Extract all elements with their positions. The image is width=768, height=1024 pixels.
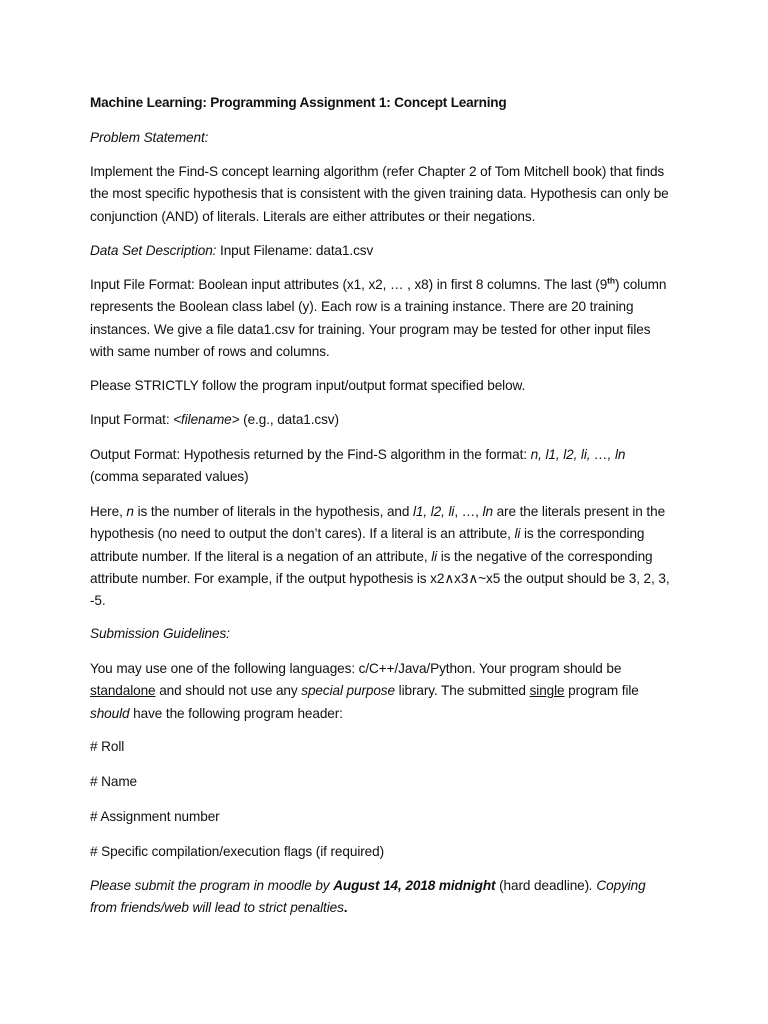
explanation-li-1: li	[514, 526, 521, 542]
deadline-text-2: (hard deadline)	[495, 878, 590, 893]
submission-text-5: have the following program header:	[129, 705, 343, 721]
explanation-literals: l1, l2, li	[413, 504, 455, 519]
header-line-roll: # Roll	[90, 739, 125, 754]
submission-text-2: and should not use any	[155, 683, 302, 699]
output-format-pattern: n, l1, l2, li, …, ln	[530, 447, 626, 462]
submission-special-purpose: special purpose	[301, 683, 395, 699]
output-format-label: Output Format: Hypothesis returned by the Find-S algorithm in the format:	[90, 447, 531, 462]
deadline-text-4: .	[343, 900, 348, 916]
dataset-description	[90, 240, 373, 262]
dataset-heading: Data Set Description:	[90, 243, 217, 258]
input-format-label: Input Format:	[90, 412, 174, 427]
input-file-format-part2: ) column represents the Boolean class label (y). Each row is a training instance. There are 20 training instances. We give a file data1.csv for training. Your program may be tested for other input files with same number of rows and columns.	[90, 277, 667, 359]
deadline-text-3: . Copying from friends/web will lead to strict penalties	[90, 878, 646, 916]
superscript-th: th	[607, 275, 615, 286]
submission-should: should	[90, 705, 130, 721]
explanation-ln: ln	[482, 504, 493, 519]
explanation-li-2: li	[431, 548, 438, 564]
explanation-text-5: is the corresponding attribute number. If the literal is a negation of an attribute,	[90, 526, 645, 564]
input-file-format	[90, 274, 668, 363]
output-format	[90, 444, 680, 489]
header-line-flags: # Specific compilation/execution flags (if required)	[90, 844, 385, 859]
explanation-text-2: is the number of literals in the hypothesis, and	[133, 504, 414, 519]
header-line-name: # Name	[90, 774, 137, 789]
input-file-format-part1: Input File Format: Boolean input attributes (x1, x2, … , x8) in first 8 columns. The last (9	[90, 277, 608, 292]
explanation-text-4: are the literals present in the hypothesis (no need to output the don’t cares). If a literal is an attribute,	[90, 504, 666, 542]
input-format-example: (e.g., data1.csv)	[239, 412, 339, 427]
deadline-text-1: Please submit the program in moodle by	[90, 878, 334, 893]
header-line-assignment-number: # Assignment number	[90, 809, 220, 824]
submission-text-4: program file	[564, 683, 639, 699]
explanation-text-3: , …,	[454, 504, 483, 519]
submission-heading: Submission Guidelines:	[90, 626, 230, 641]
document-title: Machine Learning: Programming Assignment 1: Concept Learning	[90, 95, 507, 110]
strict-note: Please STRICTLY follow the program input/output format specified below.	[90, 378, 526, 393]
deadline-paragraph	[90, 875, 670, 920]
dataset-value: Input Filename: data1.csv	[220, 243, 374, 258]
deadline-date: August 14, 2018 midnight	[333, 878, 496, 893]
problem-statement-heading: Problem Statement:	[90, 130, 209, 145]
input-format-placeholder: <filename>	[173, 412, 240, 427]
submission-single: single	[529, 683, 565, 699]
explanation-n: n	[126, 504, 134, 519]
output-format-suffix: (comma separated values)	[90, 469, 249, 485]
explanation-text-6: is the negative of the corresponding attribute number. For example, if the output hypothesis is x2∧x3∧~x5 the output should be 3, 2, 3, -5.	[90, 548, 670, 609]
explanation-paragraph	[90, 501, 680, 612]
submission-paragraph	[90, 658, 670, 725]
submission-text-1: You may use one of the following languages: c/C++/Java/Python. Your program should be	[90, 661, 622, 676]
input-format	[90, 409, 339, 431]
submission-text-3: library. The submitted	[394, 683, 530, 699]
submission-standalone: standalone	[90, 683, 156, 699]
explanation-text-1: Here,	[90, 504, 127, 519]
problem-statement-text: Implement the Find-S concept learning algorithm (refer Chapter 2 of Tom Mitchell book) that finds the most specific hypothesis that is consistent with the given training data. Hypothesis can only be conjunction (AND) of literals. Literals are either attributes or their negations.	[90, 164, 669, 224]
